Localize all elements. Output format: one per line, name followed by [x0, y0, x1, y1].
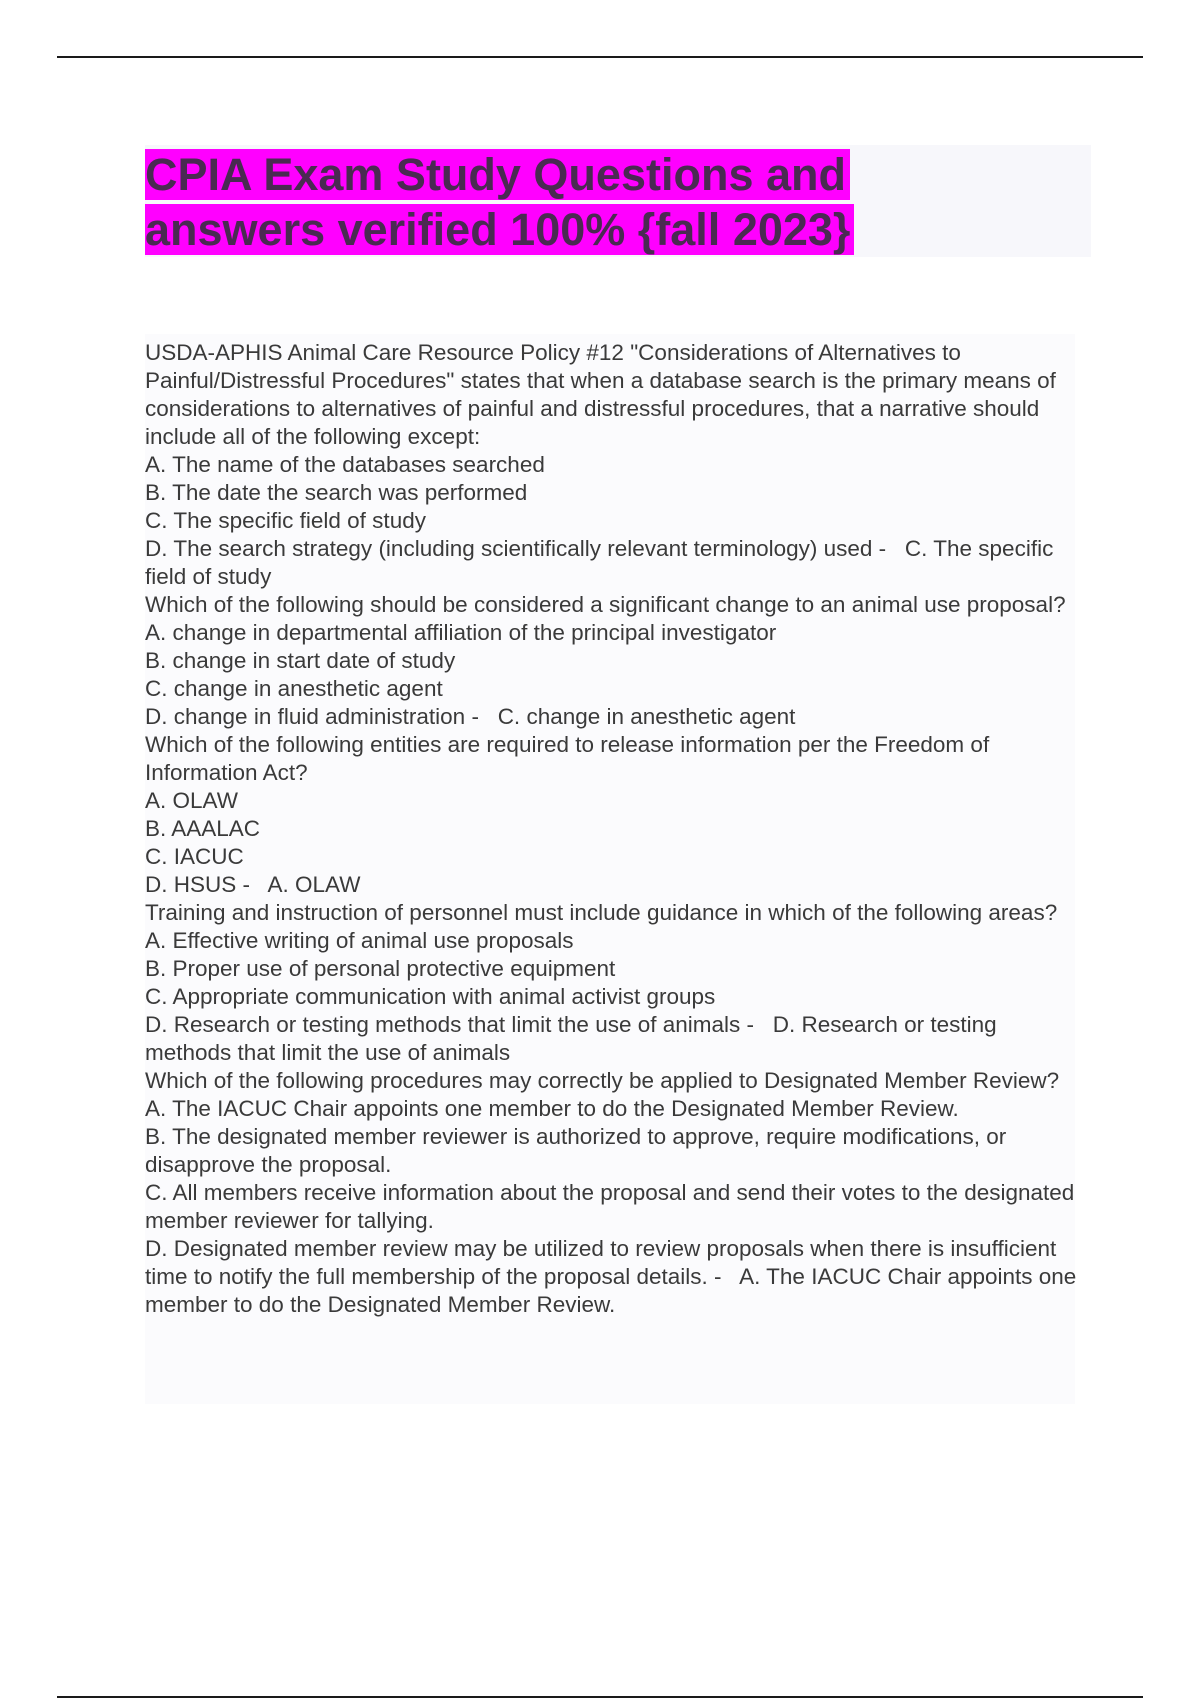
question-stem: Training and instruction of personnel must include guidance in which of the following areas?	[145, 900, 1058, 925]
option-b: B. AAALAC	[145, 816, 261, 841]
option-d-with-answer: D. HSUS - A. OLAW	[145, 872, 361, 897]
question-item	[145, 1067, 1085, 1319]
question-stem: Which of the following entities are required to release information per the Freedom of Information Act?	[145, 732, 990, 785]
bottom-rule	[57, 1696, 1143, 1698]
option-c: C. Appropriate communication with animal activist groups	[145, 984, 716, 1009]
option-b: B. Proper use of personal protective equipment	[145, 956, 616, 981]
option-d-with-answer: D. Designated member review may be utilized to review proposals when there is insufficient time to notify the full membership of the proposal details. - A. The IACUC Chair appoints one member to do the Designated Member Review.	[145, 1236, 1077, 1317]
answer-text: C. change in anesthetic agent	[497, 704, 796, 729]
option-d-with-answer: D. change in fluid administration - C. change in anesthetic agent	[145, 704, 796, 729]
question-item	[145, 731, 1085, 899]
question-item	[145, 339, 1085, 591]
option-c: C. IACUC	[145, 844, 244, 869]
option-b: B. change in start date of study	[145, 648, 456, 673]
question-stem: Which of the following should be considered a significant change to an animal use proposal?	[145, 592, 1066, 617]
answer-text: A. The IACUC Chair appoints one member to do the Designated Member Review.	[145, 1264, 1077, 1317]
option-a: A. The name of the databases searched	[145, 452, 545, 477]
top-rule	[57, 56, 1143, 58]
document-title	[145, 147, 935, 257]
option-a: A. The IACUC Chair appoints one member to do the Designated Member Review.	[145, 1096, 959, 1121]
question-item	[145, 899, 1085, 1067]
option-d: D. Designated member review may be utilized to review proposals when there is insufficient time to notify the full membership of the proposal details.	[145, 1236, 1057, 1289]
option-d-with-answer: D. The search strategy (including scientifically relevant terminology) used - C. The specific field of study	[145, 536, 1054, 589]
option-d: D. change in fluid administration	[145, 704, 466, 729]
question-list	[145, 339, 1085, 1319]
option-d: D. The search strategy (including scientifically relevant terminology) used	[145, 536, 873, 561]
option-b: B. The date the search was performed	[145, 480, 528, 505]
question-stem: Which of the following procedures may correctly be applied to Designated Member Review?	[145, 1068, 1060, 1093]
option-b: B. The designated member reviewer is authorized to approve, require modifications, or disapprove the proposal.	[145, 1124, 1007, 1177]
option-a: A. OLAW	[145, 788, 238, 813]
option-a: A. Effective writing of animal use proposals	[145, 928, 574, 953]
option-a: A. change in departmental affiliation of the principal investigator	[145, 620, 777, 645]
question-item	[145, 591, 1085, 731]
answer-text: A. OLAW	[267, 872, 361, 897]
title-highlight: CPIA Exam Study Questions and answers verified 100% {fall 2023}	[145, 149, 854, 255]
answer-text: D. Research or testing methods that limit the use of animals	[145, 1012, 997, 1065]
option-d-with-answer: D. Research or testing methods that limit the use of animals - D. Research or testing methods that limit the use of animals	[145, 1012, 997, 1065]
option-c: C. change in anesthetic agent	[145, 676, 443, 701]
option-c: C. The specific field of study	[145, 508, 426, 533]
option-c: C. All members receive information about the proposal and send their votes to the designated member reviewer for tallying.	[145, 1180, 1075, 1233]
answer-text: C. The specific field of study	[145, 536, 1054, 589]
question-stem: USDA-APHIS Animal Care Resource Policy #12 "Considerations of Alternatives to Painful/Distressful Procedures" states that when a database search is the primary means of considerations to alternatives of painful and distressful procedures, that a narrative should include all of the following except:	[145, 340, 1056, 449]
option-d: D. HSUS	[145, 872, 237, 897]
option-d: D. Research or testing methods that limit the use of animals	[145, 1012, 741, 1037]
